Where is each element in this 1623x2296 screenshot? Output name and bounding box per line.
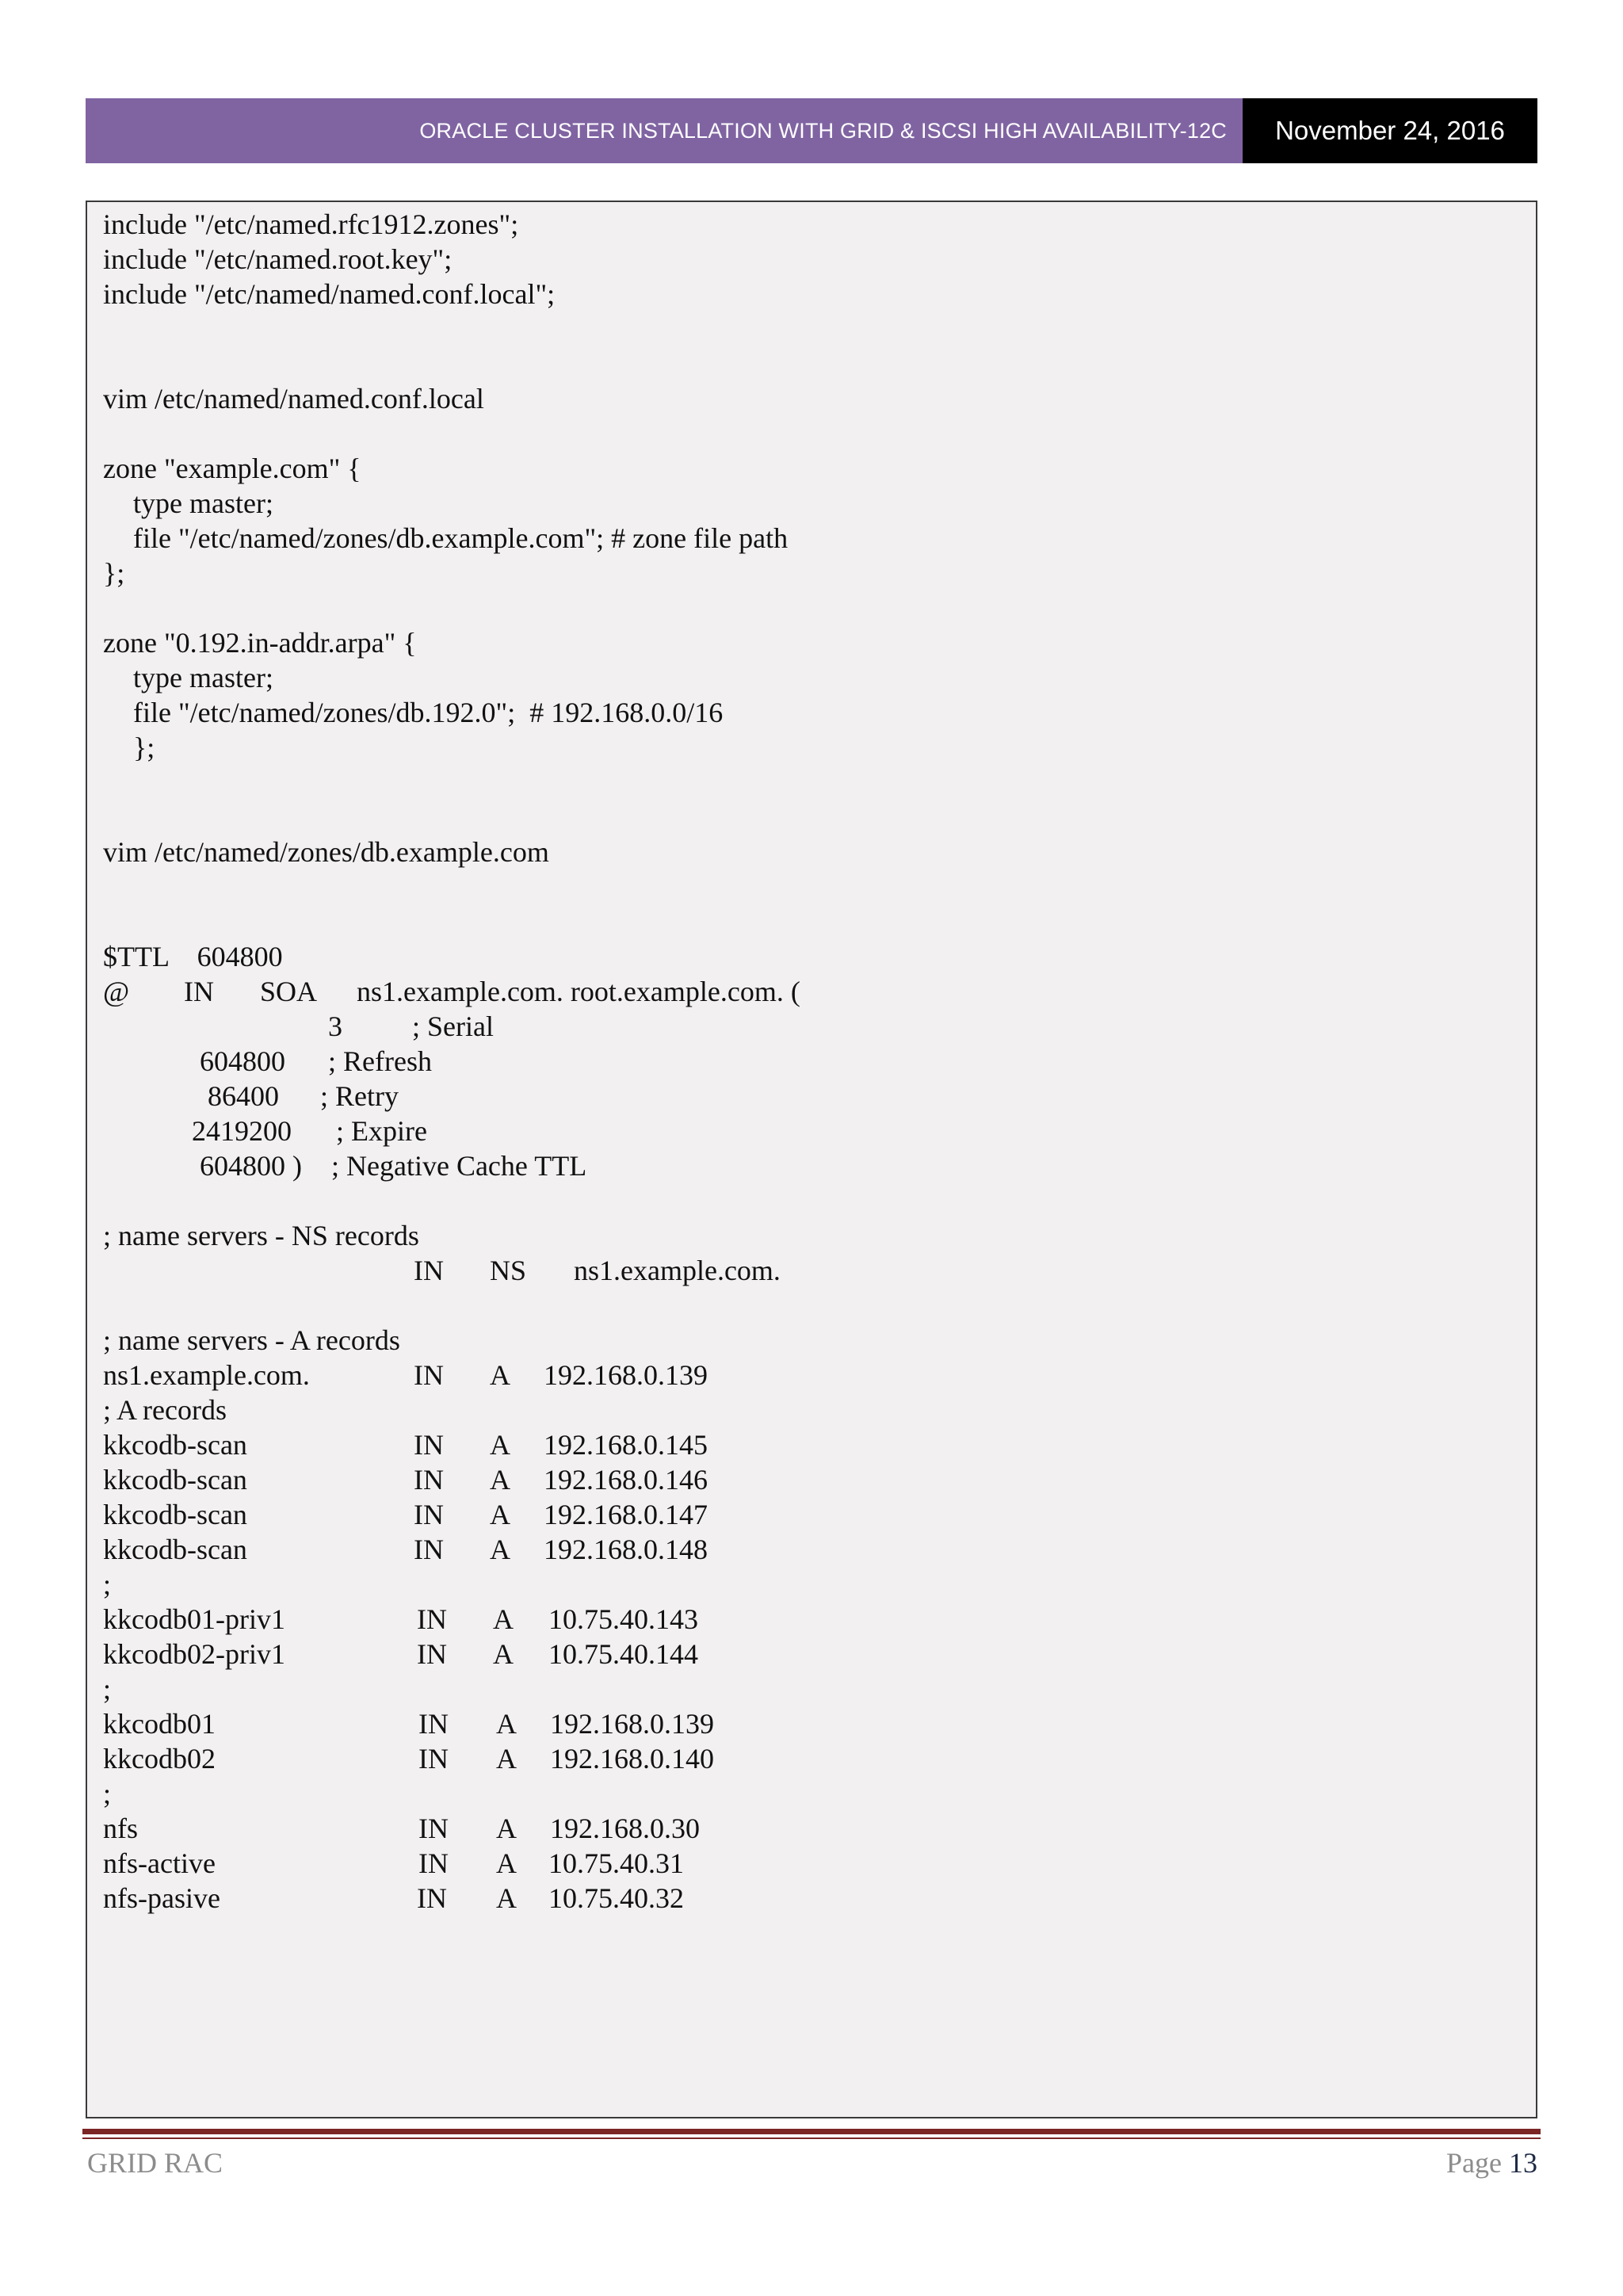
code-line: ; A records [103, 1394, 227, 1426]
code-line: 3 [328, 1010, 342, 1042]
record-class: IN [414, 1359, 444, 1391]
record-class: IN [414, 1429, 444, 1461]
record-value: 10.75.40.144 [548, 1638, 698, 1670]
record-value: 192.168.0.139 [544, 1359, 708, 1391]
code-line: file "/etc/named/zones/db.example.com"; # zone file path [133, 522, 789, 554]
code-line: NS [490, 1255, 527, 1286]
record-name: nfs-pasive [103, 1882, 220, 1914]
code-line: $TTL 604800 [103, 941, 283, 972]
code-line: ; [103, 1673, 112, 1705]
record-type: A [493, 1638, 514, 1670]
header-date: November 24, 2016 [1243, 98, 1537, 163]
code-line: 86400 [208, 1080, 279, 1112]
code-line: include "/etc/named.rfc1912.zones"; [103, 208, 519, 240]
code-line: IN [414, 1255, 444, 1286]
record-name: kkcodb02-priv1 [103, 1638, 285, 1670]
record-type: A [496, 1708, 517, 1740]
record-name: kkcodb01 [103, 1708, 216, 1740]
record-name: kkcodb-scan [103, 1429, 247, 1461]
record-type: A [496, 1847, 517, 1879]
record-value: 192.168.0.140 [550, 1743, 714, 1775]
code-line: ; Expire [336, 1115, 427, 1147]
code-line: ; Negative Cache TTL [331, 1150, 587, 1182]
record-name: nfs [103, 1813, 138, 1844]
record-class: IN [417, 1882, 447, 1914]
record-class: IN [414, 1534, 444, 1565]
record-value: 192.168.0.30 [550, 1813, 700, 1844]
code-line: 604800 [200, 1045, 285, 1077]
code-line: include "/etc/named.root.key"; [103, 243, 453, 275]
record-value: 192.168.0.146 [544, 1464, 708, 1496]
record-type: A [496, 1743, 517, 1775]
record-class: IN [418, 1847, 449, 1879]
record-value: 10.75.40.143 [548, 1603, 698, 1635]
record-type: A [496, 1813, 517, 1844]
record-class: IN [414, 1499, 444, 1530]
code-line: ; name servers - A records [103, 1324, 400, 1356]
record-value: 192.168.0.148 [544, 1534, 708, 1565]
code-line: ns1.example.com. root.example.com. ( [357, 976, 800, 1007]
record-value: 192.168.0.145 [544, 1429, 708, 1461]
record-value: 10.75.40.32 [548, 1882, 684, 1914]
code-line: include "/etc/named/named.conf.local"; [103, 278, 556, 310]
code-line: ; [103, 1568, 112, 1600]
code-line: IN [184, 976, 214, 1007]
record-type: A [490, 1499, 510, 1530]
record-class: IN [417, 1603, 447, 1635]
record-class: IN [418, 1708, 449, 1740]
record-name: kkcodb02 [103, 1743, 216, 1775]
code-line: ; [103, 1778, 112, 1809]
document-title: ORACLE CLUSTER INSTALLATION WITH GRID & ISCSI HIGH AVAILABILITY-12C [419, 118, 1227, 143]
page-number [1446, 2146, 1537, 2179]
record-type: A [493, 1603, 514, 1635]
code-line: vim /etc/named/named.conf.local [103, 383, 484, 415]
record-name: kkcodb01-priv1 [103, 1603, 285, 1635]
record-class: IN [417, 1638, 447, 1670]
record-name: kkcodb-scan [103, 1499, 247, 1530]
record-class: IN [414, 1464, 444, 1496]
record-class: IN [418, 1813, 449, 1844]
code-line: zone "0.192.in-addr.arpa" { [103, 627, 417, 659]
code-line: }; [103, 557, 125, 589]
page-label: Page [1446, 2147, 1502, 2179]
record-class: IN [418, 1743, 449, 1775]
record-type: A [490, 1464, 510, 1496]
code-line: type master; [133, 662, 273, 693]
code-listing-box [86, 201, 1537, 2118]
code-line: @ [103, 976, 130, 1007]
code-line: 604800 ) [200, 1150, 302, 1182]
code-line: ; name servers - NS records [103, 1220, 419, 1251]
record-type: A [490, 1534, 510, 1565]
code-line: }; [133, 732, 155, 763]
footer-divider [82, 2129, 1541, 2134]
record-name: nfs-active [103, 1847, 216, 1879]
record-value: 192.168.0.139 [550, 1708, 714, 1740]
code-line: vim /etc/named/zones/db.example.com [103, 836, 549, 868]
footer-divider-thin [82, 2137, 1541, 2139]
code-line: ; Serial [412, 1010, 494, 1042]
record-value: 192.168.0.147 [544, 1499, 708, 1530]
record-type: A [490, 1429, 510, 1461]
page-number-value: 13 [1509, 2147, 1537, 2179]
code-line: file "/etc/named/zones/db.192.0"; # 192.168.0.0/16 [133, 697, 724, 728]
code-line: SOA [260, 976, 318, 1007]
record-type: A [496, 1882, 517, 1914]
header-bar [86, 98, 1243, 163]
record-value: 10.75.40.31 [548, 1847, 684, 1879]
code-line: zone "example.com" { [103, 453, 361, 484]
code-line: ; Refresh [328, 1045, 432, 1077]
code-line: 2419200 [192, 1115, 292, 1147]
record-name: ns1.example.com. [103, 1359, 310, 1391]
code-line: type master; [133, 487, 273, 519]
record-type: A [490, 1359, 510, 1391]
code-line: ns1.example.com. [574, 1255, 781, 1286]
record-name: kkcodb-scan [103, 1464, 247, 1496]
footer-label: GRID RAC [87, 2147, 223, 2179]
record-name: kkcodb-scan [103, 1534, 247, 1565]
code-line: ; Retry [320, 1080, 399, 1112]
